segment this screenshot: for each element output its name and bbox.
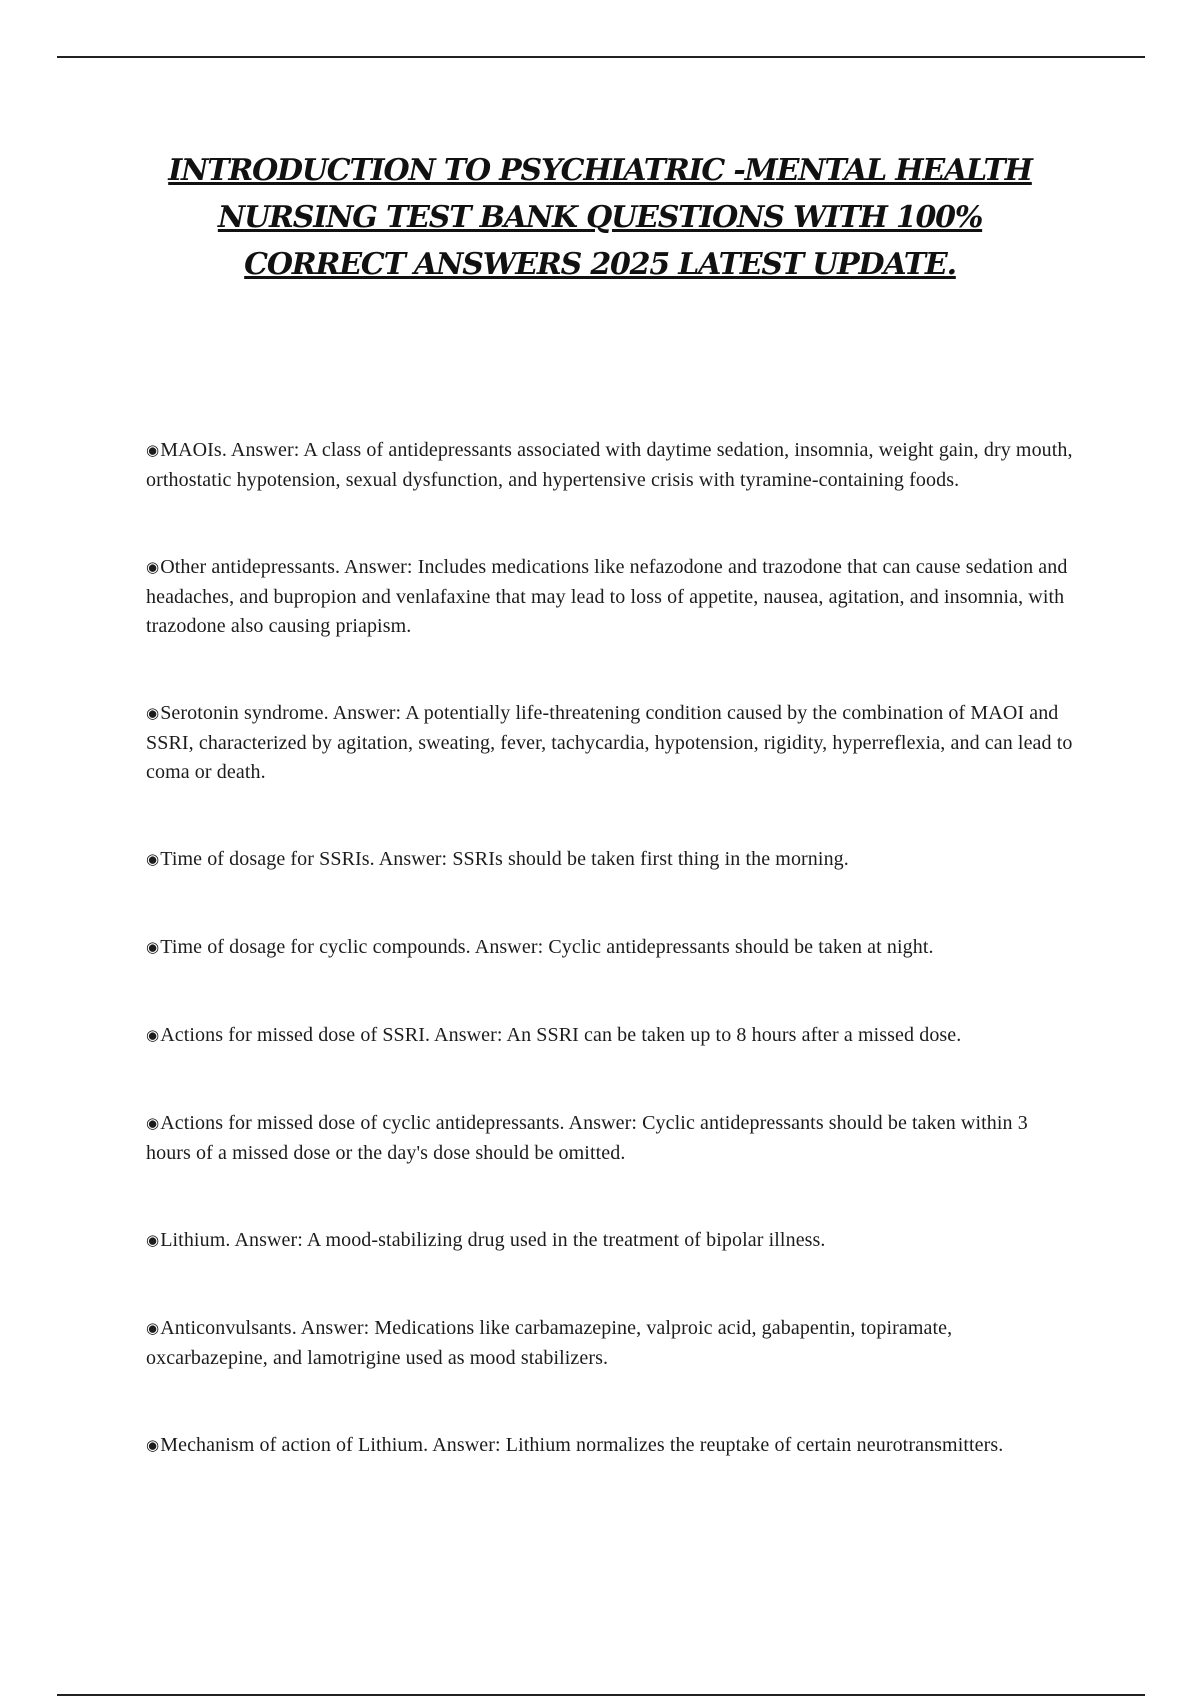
qa-text: Anticonvulsants. Answer: Medications like carbamazepine, valproic acid, gabapentin, topiramate, oxcarbazepine, and lamotrigine used as mood stabilizers.: [146, 1317, 953, 1369]
qa-text: Time of dosage for SSRIs. Answer: SSRIs should be taken first thing in the morning.: [160, 848, 849, 870]
qa-item: [146, 553, 1076, 641]
bullet-icon: ◉: [146, 1028, 160, 1044]
bullet-icon: ◉: [146, 1116, 160, 1132]
qa-text: Actions for missed dose of SSRI. Answer: An SSRI can be taken up to 8 hours after a missed dose.: [160, 1024, 962, 1046]
qa-text: Time of dosage for cyclic compounds. Answer: Cyclic antidepressants should be taken at night.: [160, 936, 934, 958]
qa-item: [146, 699, 1076, 787]
qa-list: [146, 436, 1076, 1519]
bullet-icon: ◉: [146, 443, 160, 459]
qa-text: Actions for missed dose of cyclic antidepressants. Answer: Cyclic antidepressants should be taken within 3 hours of a missed dose or the day's dose should be omitted.: [146, 1112, 1028, 1164]
qa-item: [146, 1109, 1076, 1168]
qa-item: [146, 845, 1076, 875]
bullet-icon: ◉: [146, 1233, 160, 1249]
qa-item: [146, 1021, 1076, 1051]
qa-item: [146, 1314, 1076, 1373]
qa-text: Other antidepressants. Answer: Includes medications like nefazodone and trazodone that can cause sedation and headaches, and bupropion and venlafaxine that may lead to loss of appetite, nausea, agitation, and insomnia, with trazodone also causing priapism.: [146, 556, 1068, 637]
document-title: INTRODUCTION TO PSYCHIATRIC -MENTAL HEALTH NURSING TEST BANK QUESTIONS WITH 100% CORRECT ANSWERS 2025 LATEST UPDATE.: [168, 153, 1032, 282]
footer-rule: [57, 1694, 1145, 1696]
qa-text: Serotonin syndrome. Answer: A potentially life-threatening condition caused by the combination of MAOI and SSRI, characterized by agitation, sweating, fever, tachycardia, hypotension, rigidity, hyperreflexia, and can lead to coma or death.: [146, 702, 1073, 783]
qa-item: [146, 933, 1076, 963]
bullet-icon: ◉: [146, 1438, 160, 1454]
bullet-icon: ◉: [146, 940, 160, 956]
qa-text: Lithium. Answer: A mood-stabilizing drug used in the treatment of bipolar illness.: [160, 1229, 826, 1251]
qa-item: [146, 436, 1076, 495]
qa-item: [146, 1431, 1076, 1461]
bullet-icon: ◉: [146, 1321, 160, 1337]
qa-text: MAOIs. Answer: A class of antidepressants associated with daytime sedation, insomnia, weight gain, dry mouth, orthostatic hypotension, sexual dysfunction, and hypertensive crisis with tyramine-containing foods.: [146, 439, 1073, 491]
qa-text: Mechanism of action of Lithium. Answer: Lithium normalizes the reuptake of certain neurotransmitters.: [160, 1434, 1004, 1456]
header-rule: [57, 56, 1145, 58]
bullet-icon: ◉: [146, 852, 160, 868]
bullet-icon: ◉: [146, 706, 160, 722]
qa-item: [146, 1226, 1076, 1256]
bullet-icon: ◉: [146, 560, 160, 576]
